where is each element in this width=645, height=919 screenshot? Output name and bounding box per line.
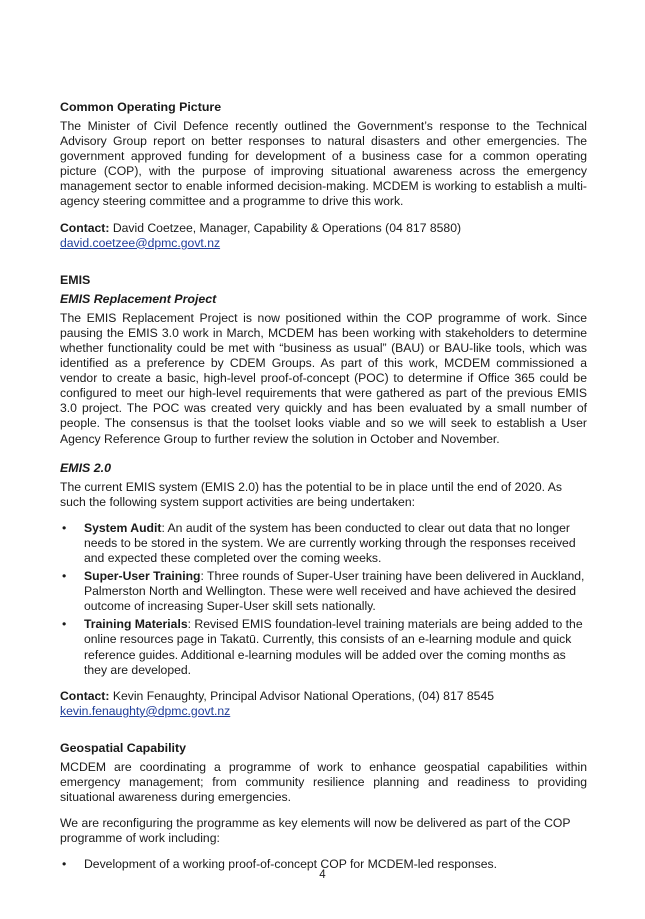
- geo-body-2: We are reconfiguring the programme as key elements will now be delivered as part of the COP programme of work including:: [60, 816, 571, 846]
- bullet-icon: •: [62, 857, 67, 872]
- list-item-text: : Revised EMIS foundation-level training materials are being added to the online resources page in Takatū. Currently, this consists of an e-learning module and quick reference guides. Additional e-learning modules will be added over the coming months as they are developed.: [84, 617, 583, 677]
- list-item-term: Training Materials: [84, 617, 188, 632]
- bullet-icon: •: [62, 569, 67, 584]
- cop-body: The Minister of Civil Defence recently outlined the Government’s response to the Technical Advisory Group report on better responses to natural disasters and other emergencies. The government approved funding for development of a business case for a common operating picture (COP), with the purpose of improving situational awareness across the emergency management sector to enable informed decision-making. MCDEM is working to establish a multi-agency steering committee and a programme to drive this work.: [60, 119, 587, 209]
- emis-replacement-body: The EMIS Replacement Project is now positioned within the COP programme of work. Since pausing the EMIS 3.0 work in March, MCDEM has been working with stakeholders to determine whether functionality could be met with “business as usual” (BAU) or BAU-like tools, which was identified as a preference by CDEM Groups. As part of this work, MCDEM commissioned a vendor to create a basic, high-level proof-of-concept (POC) to determine if Office 365 could be configured to meet our high-level requirements that were gathered as part of the previous EMIS 3.0 project. The POC was created very quickly and has been evaluated by a small number of people. The consensus is that the toolset looks viable and so we will seek to establish a User Agency Reference Group to further review the solution in October and November.: [60, 310, 587, 446]
- list-item-text: : Three rounds of Super-User training have been delivered in Auckland, Palmerston North and Wellington. These were well received and have achieved the desired outcome of increasing Super-User skill sets nationally.: [84, 569, 585, 614]
- bullet-icon: •: [62, 617, 67, 632]
- emis-contact: [60, 689, 587, 704]
- emis-replacement-heading: EMIS Replacement Project: [60, 291, 217, 306]
- emis-contact-label: Contact:: [60, 688, 110, 703]
- list-item-training-materials: [60, 617, 587, 677]
- list-item-term: System Audit: [84, 520, 162, 535]
- emis2-heading: EMIS 2.0: [60, 460, 111, 475]
- bullet-icon: •: [62, 520, 67, 535]
- geo-heading: Geospatial Capability: [60, 740, 187, 755]
- emis-heading: EMIS: [60, 272, 91, 287]
- cop-contact-email-link[interactable]: david.coetzee@dpmc.govt.nz: [60, 235, 221, 250]
- emis2-intro: The current EMIS system (EMIS 2.0) has the potential to be in place until the end of 2020. As such the following system support activities are being undertaken:: [60, 479, 562, 509]
- cop-contact-text: David Coetzee, Manager, Capability & Operations (04 817 8580): [109, 220, 462, 235]
- list-item-system-audit: [60, 521, 587, 566]
- list-item-term: Super-User Training: [84, 569, 201, 584]
- cop-heading: Common Operating Picture: [60, 100, 222, 114]
- emis-contact-text: Kevin Fenaughty, Principal Advisor National Operations, (04) 817 8545: [109, 688, 495, 703]
- emis-contact-email-link[interactable]: kevin.fenaughty@dpmc.govt.nz: [60, 703, 231, 718]
- cop-contact: [60, 221, 587, 236]
- cop-contact-label: Contact:: [60, 220, 110, 235]
- geo-body-1: MCDEM are coordinating a programme of work to enhance geospatial capabilities within emergency management; from community resilience planning and readiness to providing situational awareness during emergencies.: [60, 759, 587, 805]
- list-item-super-user-training: [60, 569, 587, 614]
- list-item-text: : An audit of the system has been conducted to clear out data that no longer needs to be stored in the system. We are currently working through the responses received and expected these completed over the coming weeks.: [84, 520, 576, 565]
- page-number: 4: [319, 869, 326, 881]
- list-item-text: Development of a working proof-of-concept COP for MCDEM-led responses.: [84, 857, 497, 872]
- emis2-activity-list: [60, 521, 587, 678]
